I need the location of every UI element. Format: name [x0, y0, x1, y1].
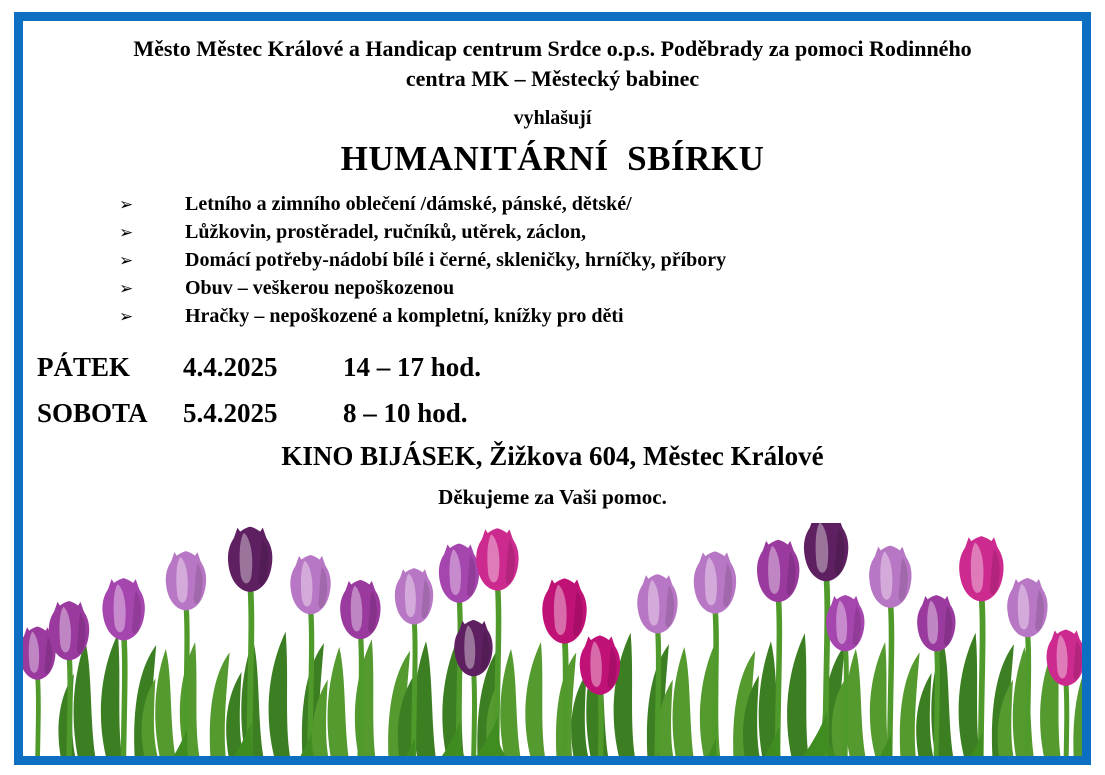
list-item	[23, 275, 1082, 303]
schedule	[23, 348, 1082, 432]
poster-border-frame	[14, 12, 1091, 765]
list-item-text: Hračky – nepoškozené a kompletní, knížky pro děti	[185, 305, 624, 327]
schedule-date: 5.4.2025	[183, 398, 278, 428]
list-item-text: Lůžkovin, prostěradel, ručníků, utěrek, záclon,	[185, 221, 586, 243]
thanks-line: Děkujeme za Vaši pomoc.	[438, 485, 667, 509]
schedule-row-saturday	[23, 394, 1082, 432]
header-line-2: centra MK – Městecký babinec	[405, 66, 700, 91]
location-line: KINO BIJÁSEK, Žižkova 604, Městec Králové	[281, 441, 824, 471]
poster-header	[23, 34, 1082, 94]
arrow-bullet-icon: ➢	[119, 223, 134, 243]
list-item	[23, 191, 1082, 219]
schedule-day: PÁTEK	[37, 352, 131, 382]
arrow-bullet-icon: ➢	[119, 279, 134, 299]
schedule-row-friday	[23, 348, 1082, 386]
arrow-bullet-icon: ➢	[119, 195, 134, 215]
list-item	[23, 247, 1082, 275]
list-item-text: Obuv – veškerou nepoškozenou	[185, 277, 455, 299]
schedule-time: 8 – 10 hod.	[343, 398, 468, 428]
schedule-day: SOBOTA	[37, 398, 148, 428]
collection-items-list	[23, 191, 1082, 331]
list-item	[23, 303, 1082, 331]
announce-text: vyhlašují	[513, 107, 592, 129]
arrow-bullet-icon: ➢	[119, 251, 134, 271]
arrow-bullet-icon: ➢	[119, 307, 134, 327]
poster-title: HUMANITÁRNÍ SBÍRKU	[340, 139, 765, 178]
poster-content	[23, 34, 1082, 765]
list-item	[23, 219, 1082, 247]
tulips-photo	[23, 523, 1082, 765]
list-item-text: Letního a zimního oblečení /dámské, pánské, dětské/	[185, 193, 632, 215]
header-line-1: Město Městec Králové a Handicap centrum Srdce o.p.s. Poděbrady za pomoci Rodinného	[133, 36, 972, 61]
list-item-text: Domácí potřeby-nádobí bílé i černé, skleničky, hrníčky, příbory	[185, 249, 727, 271]
schedule-date: 4.4.2025	[183, 352, 278, 382]
schedule-time: 14 – 17 hod.	[343, 352, 482, 382]
